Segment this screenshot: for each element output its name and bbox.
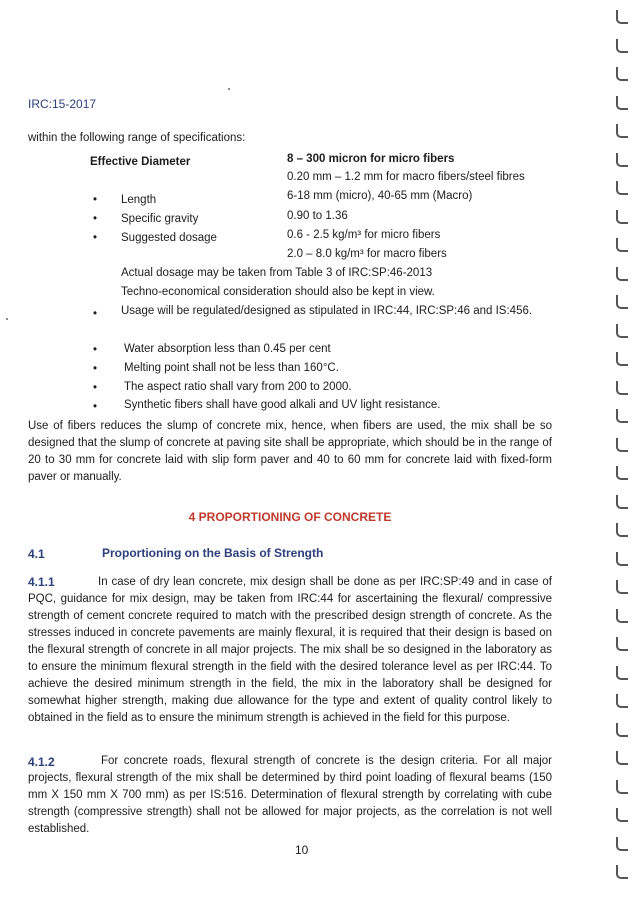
length-label: Length [121, 194, 157, 206]
clause-number: 4.1.2 [28, 755, 55, 769]
diameter-label: Effective Diameter [90, 156, 191, 168]
binding-ring [616, 267, 628, 281]
scan-speck [6, 318, 8, 320]
bullet-dot: • [93, 382, 98, 394]
bullet-melting-point: Melting point shall not be less than 160°C. [124, 362, 339, 374]
binding-ring [616, 181, 628, 195]
binding-ring [616, 39, 628, 53]
binding-ring [616, 352, 628, 366]
binding-ring [616, 466, 628, 480]
binding-ring [616, 523, 628, 537]
bullet-dot: • [93, 194, 98, 206]
bullet-aspect-ratio: The aspect ratio shall vary from 200 to 2000. [124, 381, 352, 393]
gravity-label: Specific gravity [121, 213, 199, 225]
binding-ring [616, 637, 628, 651]
binding-ring [616, 865, 628, 879]
dosage-label: Suggested dosage [121, 232, 217, 244]
binding-ring [616, 438, 628, 452]
binding-ring [616, 210, 628, 224]
bullet-alkali-resistance: Synthetic fibers shall have good alkali and UV light resistance. [124, 399, 441, 411]
subsection-number: 4.1 [28, 547, 45, 561]
binding-ring [616, 780, 628, 794]
fibers-paragraph: Use of fibers reduces the slump of concrete mix, hence, when fibers are used, the mix shall be so designed that the slump of concrete at paving site shall be appropriate, which should be in the range of 20 to 30 mm for concrete laid with slip form paver and 40 to 60 mm for concrete laid with fixed-form paver or manually. [28, 420, 552, 483]
bullet-water-absorption: Water absorption less than 0.45 per cent [124, 343, 331, 355]
bullet-dot: • [93, 232, 98, 244]
clause-text: For concrete roads, flexural strength of concrete is the design criteria. For all major projects, flexural strength of the mix shall be determined by third point loading of flexural beams (150 mm X 150 mm X 700 mm) as per IS:516. Determination of flexural strength by correlating with cube strength (compressive strength) shall not be allowed for major projects, as the correlation is not well established. [28, 755, 552, 835]
intro-text: within the following range of specifications: [28, 132, 246, 144]
clause-number: 4.1.1 [28, 575, 55, 589]
section-heading: 4 PROPORTIONING OF CONCRETE [188, 510, 392, 524]
binding-ring [616, 238, 628, 252]
bullet-dot: • [93, 344, 98, 356]
binding-ring [616, 666, 628, 680]
subsection-title: Proportioning on the Basis of Strength [102, 546, 324, 560]
binding-ring [616, 808, 628, 822]
binding-ring [616, 609, 628, 623]
gravity-value: 0.90 to 1.36 [287, 210, 348, 222]
dosage-note: Actual dosage may be taken from Table 3 of IRC:SP:46-2013 [121, 267, 433, 279]
spiral-binding [612, 0, 634, 900]
binding-ring [616, 153, 628, 167]
binding-ring [616, 67, 628, 81]
binding-ring [616, 10, 628, 24]
scan-speck [228, 88, 230, 90]
binding-ring [616, 751, 628, 765]
bullet-usage: Usage will be regulated/designed as stipulated in IRC:44, IRC:SP:46 and IS:456. [121, 305, 533, 317]
bullet-dot: • [93, 401, 98, 413]
techno-note: Techno-economical consideration should also be kept in view. [121, 286, 435, 298]
clause-text: In case of dry lean concrete, mix design shall be done as per IRC:SP:49 and in case of PQC, guidance for mix design, may be taken from IRC:44 for ascertaining the flexural/ compressive strength of cement concrete required to match with the prescribed design strength of concrete. As the stresses induced in concrete pavements are mainly flexural, it is required that their design is based on the flexural strength of concrete in all major projects. The mix shall be so designed in the laboratory as to ensure the minimum flexural strength in the field with the desired tolerance level as per IRC:44. To achieve the desired minimum strength in the field, the mix in the laboratory shall be designed for somewhat higher strength, making due allowance for the type and extent of quality control likely to obtained in the field as to ensure the minimum strength is achieved in the field for this purpose. [28, 576, 552, 724]
binding-ring [616, 124, 628, 138]
bullet-dot: • [93, 213, 98, 225]
dosage-value-micro: 0.6 - 2.5 kg/m³ for micro fibers [287, 229, 441, 241]
binding-ring [616, 495, 628, 509]
binding-ring [616, 96, 628, 110]
binding-ring [616, 580, 628, 594]
document-code-header: IRC:15-2017 [28, 97, 97, 111]
diameter-value-macro: 0.20 mm – 1.2 mm for macro fibers/steel fibres [287, 171, 525, 183]
diameter-value-micro: 8 – 300 micron for micro fibers [287, 153, 455, 165]
binding-ring [616, 324, 628, 338]
binding-ring [616, 409, 628, 423]
binding-ring [616, 837, 628, 851]
bullet-dot: • [93, 308, 98, 320]
dosage-value-macro: 2.0 – 8.0 kg/m³ for macro fibers [287, 248, 447, 260]
binding-ring [616, 552, 628, 566]
page-number: 10 [295, 843, 309, 857]
binding-ring [616, 723, 628, 737]
binding-ring [616, 381, 628, 395]
length-value: 6-18 mm (micro), 40-65 mm (Macro) [287, 190, 473, 202]
bullet-dot: • [93, 363, 98, 375]
binding-ring [616, 295, 628, 309]
binding-ring [616, 694, 628, 708]
